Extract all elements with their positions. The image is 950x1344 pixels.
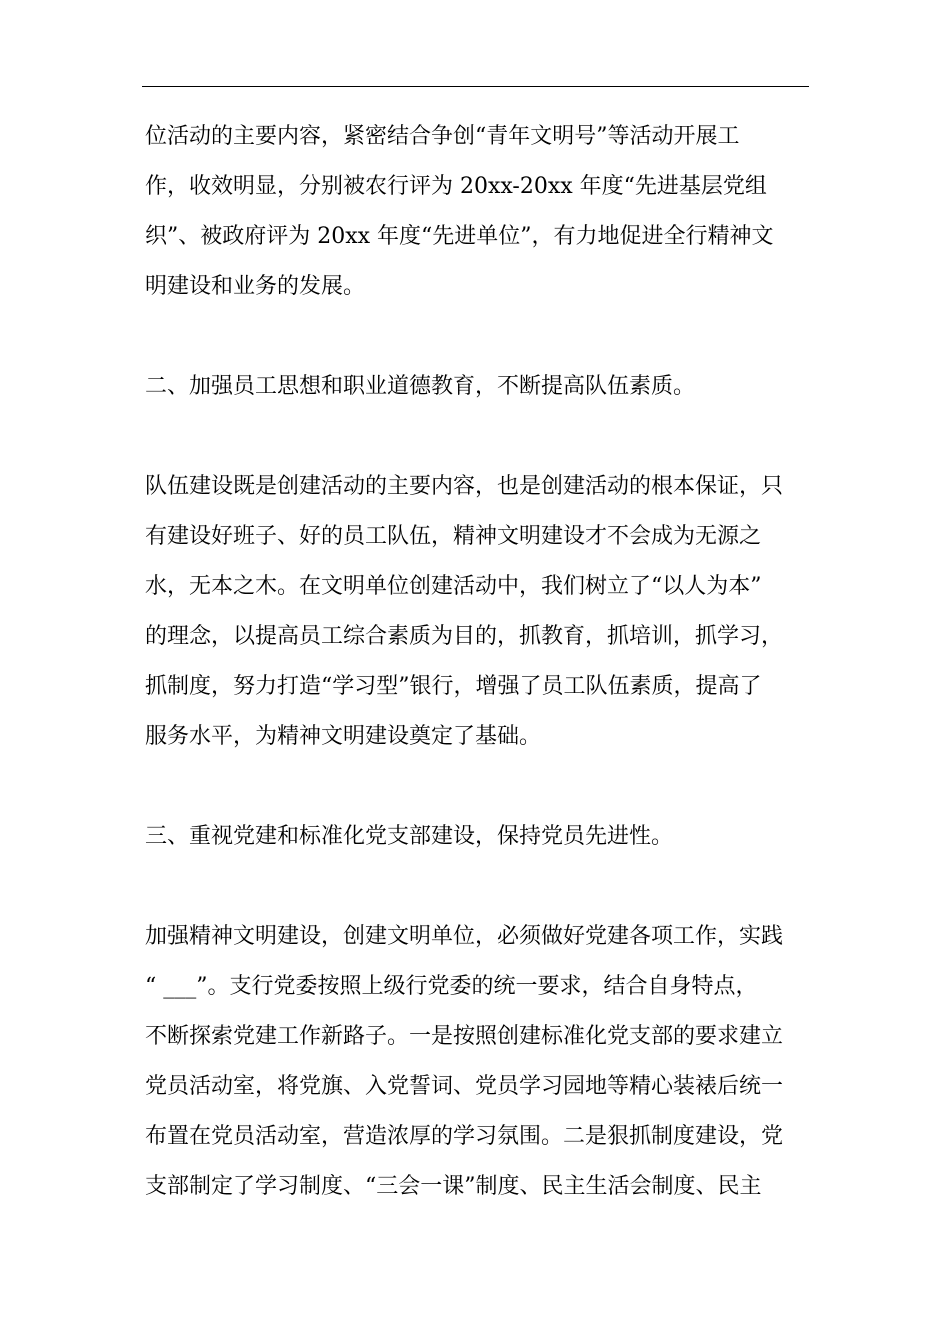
paragraph-line: 不断探索党建工作新路子。一是按照创建标准化党支部的要求建立 — [145, 1024, 784, 1049]
paragraph-line: 位活动的主要内容，紧密结合争创“青年文明号”等活动开展工 — [145, 124, 740, 149]
paragraph-line: 抓制度，努力打造“学习型”银行，增强了员工队伍素质，提高了 — [145, 674, 762, 699]
section-heading-3: 三、重视党建和标准化党支部建设，保持党员先进性。 — [145, 824, 674, 849]
paragraph-line: 织”、被政府评为 20xx 年度“先进单位”，有力地促进全行精神文 — [145, 224, 774, 249]
header-rule — [142, 86, 809, 87]
paragraph-line: 服务水平，为精神文明建设奠定了基础。 — [145, 724, 542, 749]
paragraph-line: 加强精神文明建设，创建文明单位，必须做好党建各项工作，实践 — [145, 924, 784, 949]
paragraph-line: “ ___”。支行党委按照上级行党委的统一要求，结合自身特点， — [145, 974, 758, 999]
paragraph-line: 布置在党员活动室，营造浓厚的学习氛围。二是狠抓制度建设，党 — [145, 1124, 784, 1149]
paragraph-line: 党员活动室，将党旗、入党誓词、党员学习园地等精心装裱后统一 — [145, 1074, 784, 1099]
paragraph-line: 有建设好班子、好的员工队伍，精神文明建设才不会成为无源之 — [145, 524, 762, 549]
section-heading-2: 二、加强员工思想和职业道德教育，不断提高队伍素质。 — [145, 374, 696, 399]
paragraph-line: 支部制定了学习制度、“三会一课”制度、民主生活会制度、民主 — [145, 1174, 762, 1199]
paragraph-line: 水，无本之木。在文明单位创建活动中，我们树立了“以人为本” — [145, 574, 762, 599]
paragraph-line: 的理念，以提高员工综合素质为目的，抓教育，抓培训，抓学习， — [145, 624, 784, 649]
paragraph-line: 作，收效明显，分别被农行评为 20xx-20xx 年度“先进基层党组 — [145, 174, 767, 199]
paragraph-line: 队伍建设既是创建活动的主要内容，也是创建活动的根本保证，只 — [145, 474, 784, 499]
paragraph-line: 明建设和业务的发展。 — [145, 274, 366, 299]
